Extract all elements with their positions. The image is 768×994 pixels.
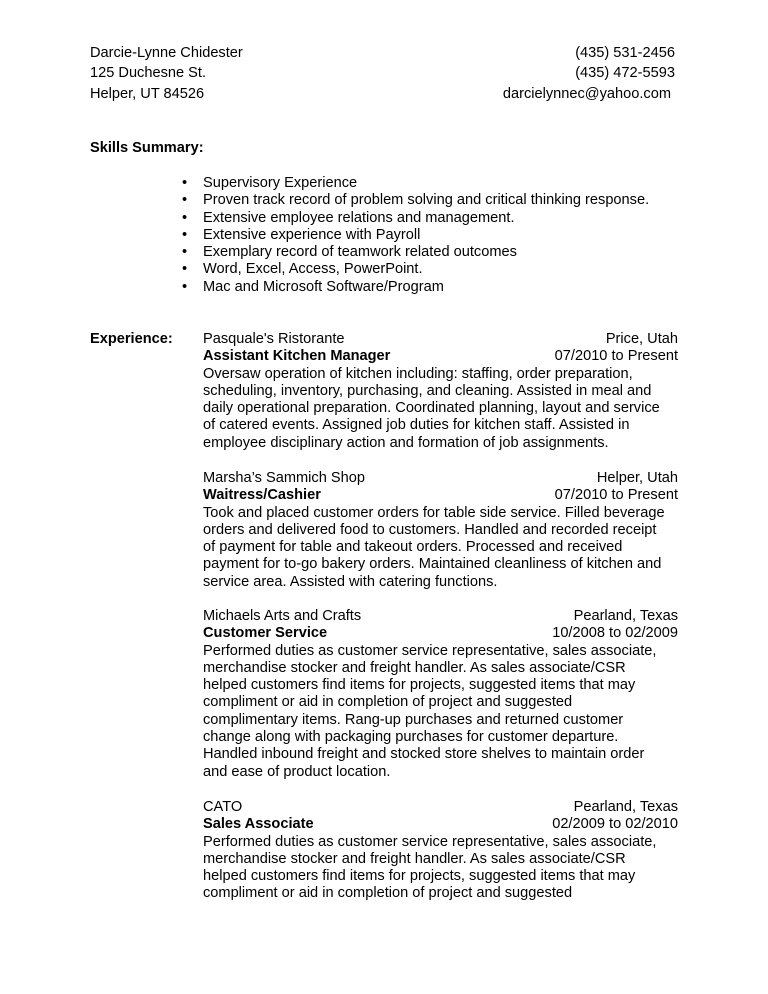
- job-dates: 10/2008 to 02/2009: [552, 625, 678, 642]
- job-description: Took and placed customer orders for table side service. Filled beverage orders and delivered food to customers. Handled and recorded receipt of payment for table and takeout orders. Processed and received payment for to-go bakery orders. Maintained cleanliness of kitchen and service area. Assisted with catering functions.: [203, 504, 665, 590]
- job-employer: Pasquale's Ristorante: [203, 331, 345, 347]
- skills-list: [182, 175, 649, 296]
- contact-email: darcielynnec@yahoo.com: [502, 86, 671, 102]
- job-employer: Marsha’s Sammich Shop: [203, 470, 365, 486]
- skill-item: • Exemplary record of teamwork related outcomes: [182, 244, 517, 261]
- contact-city: Helper, UT 84526: [90, 86, 205, 102]
- job-description: Performed duties as customer service representative, sales associate, merchandise stocker and freight handler. As sales associate/CSR helped customers find items for projects, suggested items that may compliment or aid in completion of project and suggested: [203, 833, 657, 902]
- job-location: Helper, Utah: [596, 470, 678, 486]
- job-entry: [203, 799, 678, 903]
- job-location: Price, Utah: [605, 331, 678, 347]
- contact-street: 125 Duchesne St.: [90, 65, 207, 81]
- job-entry: [203, 608, 678, 781]
- skills-heading: Skills Summary:: [90, 140, 204, 156]
- skill-item: • Extensive employee relations and management.: [182, 209, 515, 226]
- bullet-icon: •: [182, 226, 188, 243]
- skill-item: • Mac and Microsoft Software/Program: [182, 278, 444, 295]
- skill-item: • Supervisory Experience: [182, 175, 358, 191]
- contact-phone-2: (435) 472-5593: [575, 65, 675, 81]
- bullet-icon: •: [182, 175, 188, 191]
- job-location: Pearland, Texas: [573, 799, 678, 815]
- bullet-icon: •: [182, 209, 188, 226]
- job-title: Sales Associate: [203, 816, 314, 833]
- contact-name: Darcie-Lynne Chidester: [90, 45, 243, 61]
- skill-item: • Proven track record of problem solving and critical thinking response.: [182, 192, 650, 209]
- job-description: Oversaw operation of kitchen including: staffing, order preparation, scheduling, inventory, purchasing, and cleaning. Assisted in meal and daily operational preparation. Coordinated planning, layout and service of catered events. Assigned job duties for kitchen staff. Assisted in employee disciplinary action and formation of job assignments.: [203, 365, 660, 451]
- job-description: Performed duties as customer service representative, sales associate, merchandise stocker and freight handler. As sales associate/CSR helped customers find items for projects, suggested items that may compliment or aid in completion of project and suggested complimentary items. Rang-up purchases and returned customer change along with packaging purchases for customer departure. Handled inbound freight and stocked store shelves to maintain order and ease of product location.: [203, 642, 657, 780]
- job-dates: 07/2010 to Present: [554, 487, 678, 504]
- job-title: Assistant Kitchen Manager: [203, 348, 391, 365]
- skill-item: • Extensive experience with Payroll: [182, 226, 421, 243]
- job-location: Pearland, Texas: [573, 608, 678, 624]
- job-dates: 02/2009 to 02/2010: [552, 816, 678, 833]
- job-entry: [203, 331, 678, 452]
- job-employer: Michaels Arts and Crafts: [203, 608, 362, 624]
- contact-phone-1: (435) 531-2456: [575, 45, 675, 61]
- job-entry: [203, 470, 678, 591]
- job-title: Waitress/Cashier: [203, 487, 321, 504]
- job-dates: 07/2010 to Present: [554, 348, 678, 365]
- bullet-icon: •: [182, 278, 188, 295]
- bullet-icon: •: [182, 244, 188, 261]
- bullet-icon: •: [182, 192, 188, 209]
- job-title: Customer Service: [203, 625, 328, 642]
- skill-item: • Word, Excel, Access, PowerPoint.: [182, 261, 423, 278]
- experience-heading: Experience:: [90, 331, 173, 347]
- job-employer: CATO: [203, 799, 243, 815]
- bullet-icon: •: [182, 261, 188, 278]
